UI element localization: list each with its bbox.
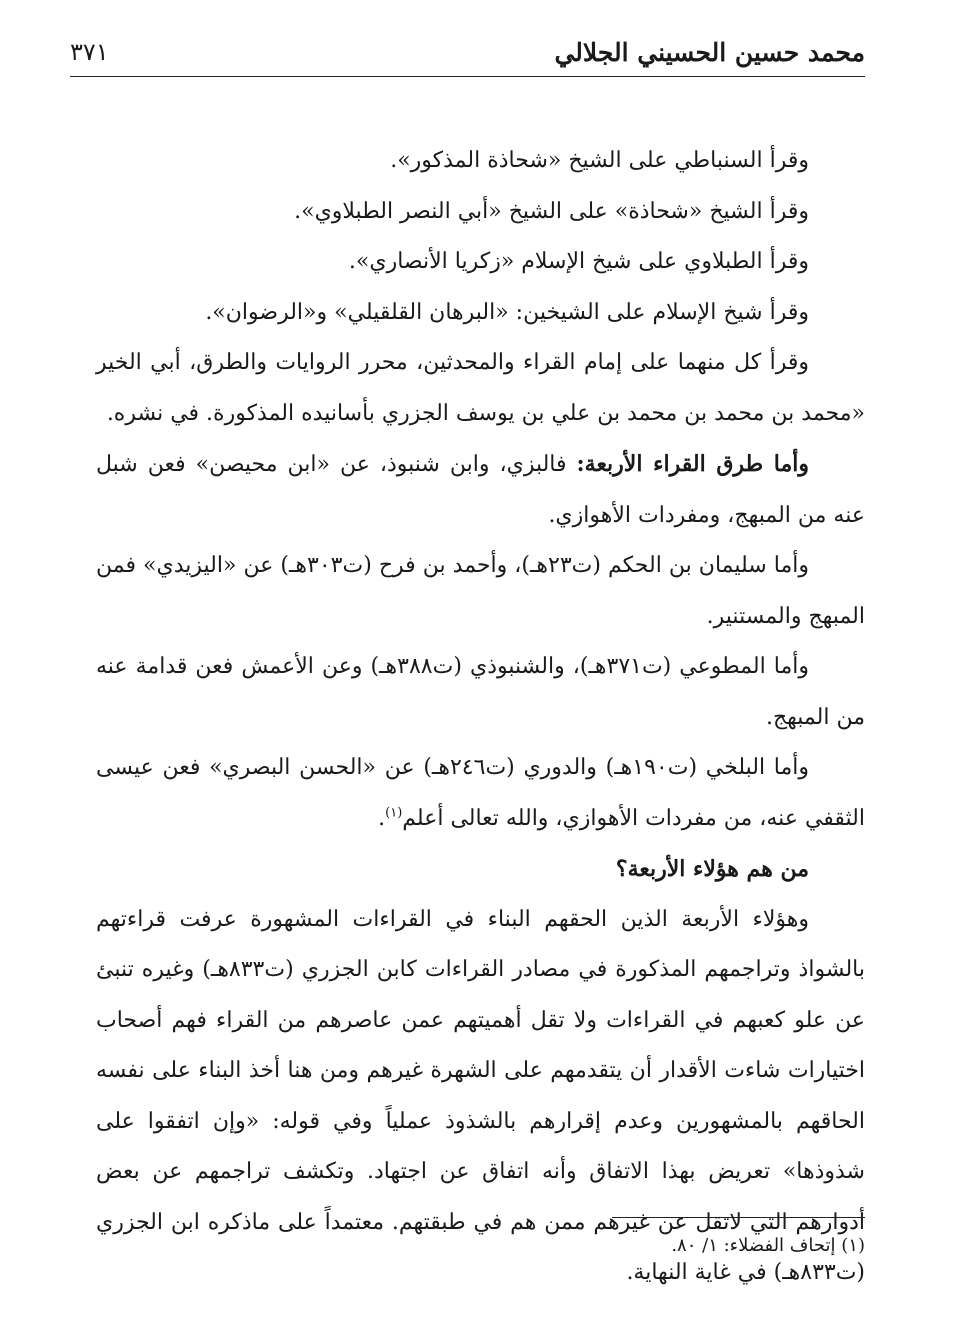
paragraph-balkhi — [96, 743, 865, 844]
paragraph: وقرأ كل منهما على إمام القراء والمحدثين، محرر الروايات والطرق، أبي الخير «محمد بن محمد بن محمد بن علي بن يوسف الجزري بأسانيده المذكورة. في نشره. — [96, 350, 865, 426]
footnote-marker[interactable]: (١) — [385, 805, 403, 821]
footnote: (١) إتحاف الفضلاء: ١/ ٨٠. — [671, 1235, 865, 1256]
paragraph-end: . — [378, 805, 386, 831]
paragraph: وقرأ الشيخ «شحاذة» على الشيخ «أبي النصر الطبلاوي». — [294, 198, 809, 224]
page-header — [70, 30, 865, 74]
footnote-divider — [612, 1217, 865, 1218]
paragraph-text: فالبزي، وابن شنبوذ، عن «ابن محيصن» فعن شبل عنه من المبهج، ومفردات الأهوازي. — [96, 452, 865, 528]
section-heading: من هم هؤلاء الأربعة؟ — [615, 856, 809, 882]
paragraph: وقرأ شيخ الإسلام على الشيخين: «البرهان القلقيلي» و«الرضوان». — [205, 299, 809, 325]
paragraph: وقرأ السنباطي على الشيخ «شحاذة المذكور». — [390, 148, 809, 173]
paragraph-lead: وأما طرق القراء الأربعة: — [576, 451, 809, 477]
paragraph: وهؤلاء الأربعة الذين الحقهم البناء في القراءات المشهورة عرفت قراءتهم بالشواذ وتراجمهم المذكورة في مصادر القراءات كابن الجزري (ت٨٣٣هـ) وغيره تنبئ عن علو كعبهم في القراءات ولا تقل أهميتهم عمن عاصرهم من القراء فهم أصحاب اختيارات شاءت الأقدار أن يتقدمهم على الشهرة غيرهم ومن هنا أخذ البناء على نفسه الحاقهم بالمشهورين وعدم إقرارهم بالشذوذ عملياً وفي قوله: «وإن اتفقوا على شذوذها» تعريض بهذا الاتفاق وأنه اتفاق عن اجتهاد. وتكشف تراجمهم عن بعض أدوارهم التي لاتقل عن غيرهم ممن هم في طبقتهم. معتمداً على ماذكره ابن الجزري (ت٨٣٣هـ) في غاية النهاية. — [96, 906, 865, 1285]
paragraph: وقرأ الطبلاوي على شيخ الإسلام «زكريا الأنصاري». — [348, 249, 809, 274]
paragraph-text: وأما البلخي (ت١٩٠هـ) والدوري (ت٢٤٦هـ) عن «الحسن البصري» فعن عيسى الثقفي عنه، من مفردات الأهوازي، والله تعالى أعلم — [96, 755, 865, 831]
header-divider — [70, 76, 865, 77]
paragraph: وأما سليمان بن الحكم (ت٢٣هـ)، وأحمد بن فرح (ت٣٠٣هـ) عن «اليزيدي» فمن المبهج والمستنير. — [96, 553, 865, 629]
paragraph: وأما المطوعي (ت٣٧١هـ)، والشنبوذي (ت٣٨٨هـ) وعن الأعمش فعن قدامة عنه من المبهج. — [96, 654, 865, 730]
running-title: محمد حسين الحسيني الجلالي — [554, 37, 865, 67]
paragraph-turuq — [96, 439, 865, 541]
page-number: ٣٧١ — [70, 38, 109, 66]
main-text — [96, 136, 865, 1299]
